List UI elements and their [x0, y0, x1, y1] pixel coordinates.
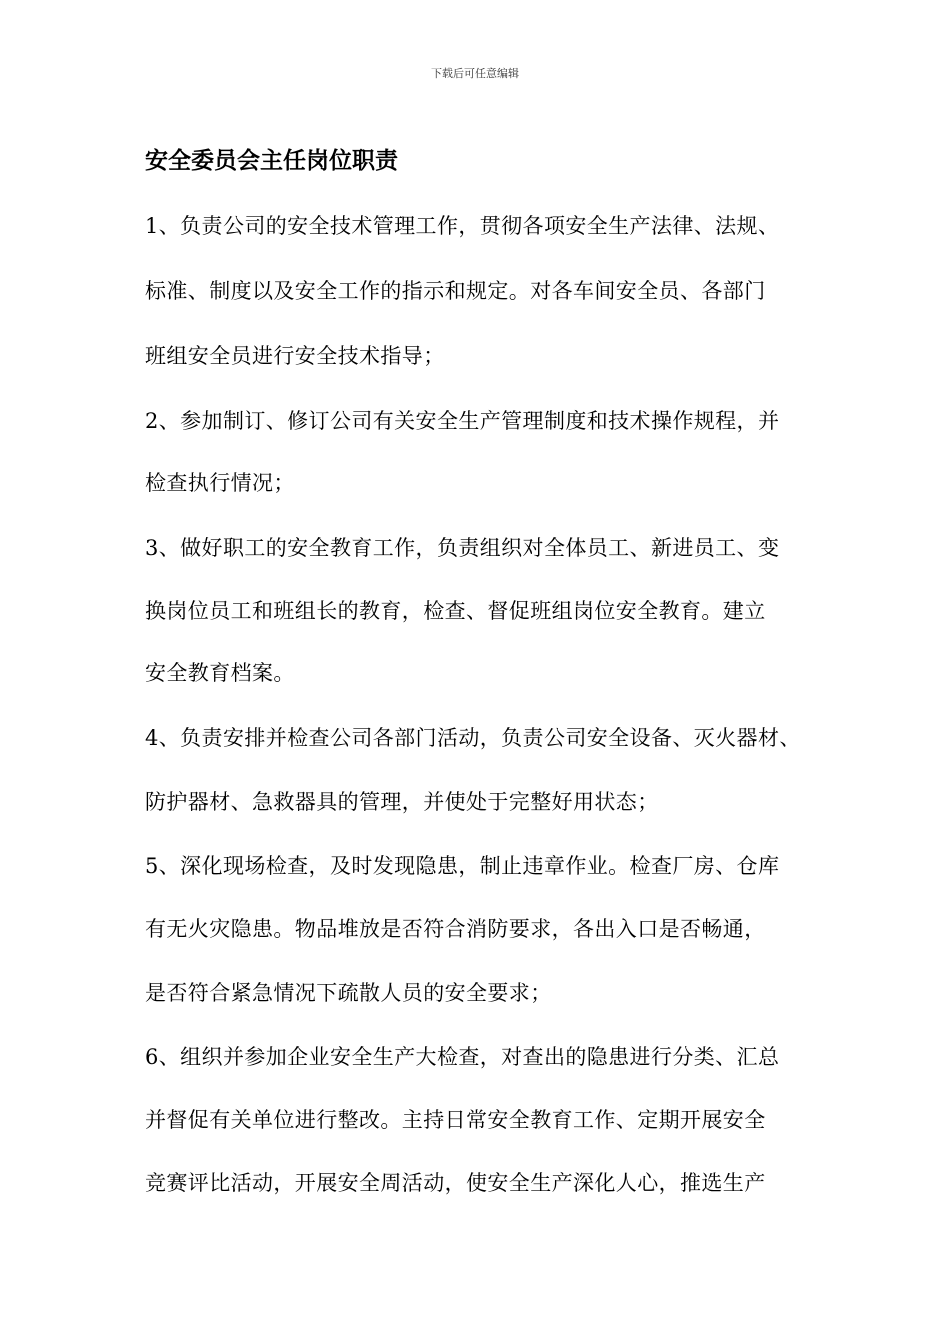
body-line: 换岗位员工和班组长的教育，检查、督促班组岗位安全教育。建立 [145, 599, 766, 623]
body-line: 是否符合紧急情况下疏散人员的安全要求； [145, 981, 552, 1005]
body-line: 竞赛评比活动，开展安全周活动，使安全生产深化人心，推选生产 [145, 1171, 766, 1195]
body-line: 3、做好职工的安全教育工作，负责组织对全体员工、新进员工、变 [145, 536, 780, 560]
body-line: 6、组织并参加企业安全生产大检查，对查出的隐患进行分类、汇总 [145, 1045, 780, 1069]
body-line: 5、深化现场检查，及时发现隐患，制止违章作业。检查厂房、仓库 [145, 854, 780, 878]
body-line: 安全教育档案。 [145, 661, 295, 685]
body-line: 有无火灾隐患。物品堆放是否符合消防要求，各出入口是否畅通， [145, 917, 766, 941]
body-line: 1、负责公司的安全技术管理工作，贯彻各项安全生产法律、法规、 [145, 214, 780, 238]
body-line: 标准、制度以及安全工作的指示和规定。对各车间安全员、各部门 [145, 279, 766, 303]
body-line: 检查执行情况； [145, 471, 295, 495]
body-line: 班组安全员进行安全技术指导； [145, 344, 445, 368]
body-line: 防护器材、急救器具的管理，并使处于完整好用状态； [145, 790, 659, 814]
header-note: 下载后可任意编辑 [431, 67, 519, 80]
body-line: 并督促有关单位进行整改。主持日常安全教育工作、定期开展安全 [145, 1108, 766, 1132]
document-title: 安全委员会主任岗位职责 [145, 147, 398, 174]
body-line: 2、参加制订、修订公司有关安全生产管理制度和技术操作规程，并 [145, 409, 780, 433]
body-line: 4、负责安排并检查公司各部门活动，负责公司安全设备、灭火器材、 [145, 726, 801, 750]
